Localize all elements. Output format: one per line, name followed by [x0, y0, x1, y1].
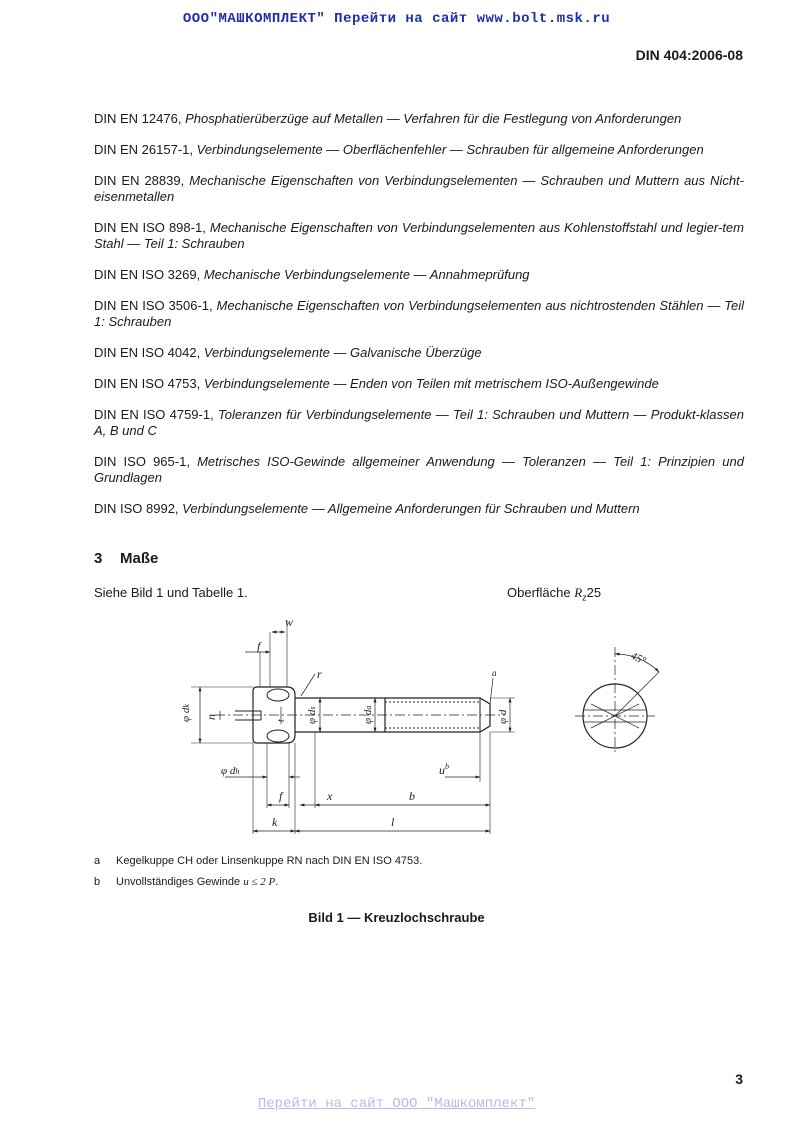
surface-label: Oberfläche — [507, 585, 571, 600]
reference-item — [94, 142, 744, 158]
footnote-text: Kegelkuppe CH oder Linsenkuppe RN nach DIN EN ISO 4753. — [116, 855, 423, 867]
footnote-formula: u ≤ 2 P — [243, 876, 276, 888]
top-banner-link[interactable]: ООО"МАШКОМПЛЕКТ" Перейти на сайт www.bolt.msk.ru — [182, 11, 611, 27]
reference-title: Toleranzen für Verbindungselemente — Teil 1: Schrauben und Muttern — Produkt-klassen A, B und C — [94, 407, 744, 438]
reference-title: Mechanische Eigenschaften von Verbindungselementen aus Kohlenstoffstahl und legier-tem Stahl — Teil 1: Schrauben — [94, 220, 744, 251]
reference-title: Mechanische Eigenschaften von Verbindungselementen — Schrauben und Muttern aus Nicht-eisenmetallen — [94, 173, 744, 204]
reference-item — [94, 345, 744, 361]
label-t: t — [276, 719, 287, 722]
label-f-top: f — [257, 639, 261, 653]
label-d: φ d — [497, 709, 509, 724]
reference-item — [94, 407, 744, 439]
footnote-b — [94, 876, 278, 888]
reference-code: DIN EN ISO 4753, — [94, 376, 201, 391]
reference-item — [94, 454, 744, 486]
reference-item — [94, 220, 744, 252]
footnote-text: Unvollständiges Gewinde — [116, 876, 244, 888]
reference-code: DIN EN ISO 3269, — [94, 267, 201, 282]
section-intro: Siehe Bild 1 und Tabelle 1. — [94, 585, 248, 600]
label-ds: φ ds — [306, 706, 318, 724]
page-number: 3 — [735, 1071, 743, 1087]
label-w: w — [285, 615, 294, 629]
reference-code: DIN EN 28839, — [94, 173, 185, 188]
reference-title: Verbindungselemente — Enden von Teilen mit metrischem ISO-Außengewinde — [203, 376, 659, 391]
reference-code: DIN ISO 965-1, — [94, 454, 190, 469]
footnote-mark: a — [94, 855, 101, 867]
reference-title: Verbindungselemente — Allgemeine Anforderungen für Schrauben und Muttern — [182, 501, 640, 516]
reference-title: Verbindungselemente — Oberflächenfehler — Schrauben für allgemeine Anforderungen — [196, 142, 704, 157]
reference-code: DIN EN ISO 4759-1, — [94, 407, 214, 422]
label-x: x — [327, 789, 333, 803]
surface-value: 25 — [586, 585, 602, 600]
cross-hole-bottom — [267, 730, 289, 742]
reference-item — [94, 501, 744, 517]
reference-code: DIN EN 12476, — [94, 111, 182, 126]
footnote-text-end: . — [275, 876, 279, 888]
surface-finish — [507, 585, 601, 603]
reference-item — [94, 111, 744, 127]
figure-caption: Bild 1 — Kreuzlochschraube — [308, 910, 485, 925]
cross-hole-top — [267, 689, 289, 701]
reference-title: Phosphatierüberzüge auf Metallen — Verfahren für die Festlegung von Anforderungen — [185, 111, 682, 126]
surface-subscript: z — [582, 592, 587, 603]
reference-item — [94, 173, 744, 205]
footer-link[interactable]: Перейти на сайт ООО "Машкомплект" — [257, 1096, 536, 1112]
reference-title: Metrisches ISO-Gewinde allgemeiner Anwendung — Toleranzen — Teil 1: Prinzipien und Grundlagen — [94, 454, 744, 485]
reference-title: Mechanische Verbindungselemente — Annahmeprüfung — [203, 267, 530, 282]
surface-symbol: R — [574, 585, 583, 600]
reference-code: DIN EN 26157-1, — [94, 142, 193, 157]
reference-code: DIN EN ISO 4042, — [94, 345, 201, 360]
reference-code: DIN EN ISO 3506-1, — [94, 298, 213, 313]
label-k: k — [272, 815, 278, 829]
label-a: a — [492, 668, 497, 678]
label-r: r — [317, 667, 322, 681]
reference-item — [94, 298, 744, 330]
label-dk: φ dk — [180, 704, 192, 722]
section-number: 3 — [94, 550, 103, 567]
label-angle: 45° — [628, 649, 648, 668]
label-u: $u^b$ — [439, 762, 449, 777]
footnote-a — [94, 855, 422, 867]
reference-title: Verbindungselemente — Galvanische Überzüge — [203, 345, 482, 360]
section-heading — [94, 550, 158, 567]
reference-title: Mechanische Eigenschaften von Verbindungselementen aus nichtrostenden Stählen — Teil 1: Schrauben — [94, 298, 744, 329]
reference-item — [94, 267, 744, 283]
reference-code: DIN EN ISO 898-1, — [94, 220, 206, 235]
label-b: b — [409, 789, 415, 803]
label-dh: φ dh — [221, 765, 240, 777]
normative-references — [94, 111, 744, 532]
label-f-bottom: f — [279, 789, 283, 803]
screw-drawing — [175, 612, 675, 844]
label-da: φ da — [362, 705, 374, 724]
document-id: DIN 404:2006-08 — [635, 47, 743, 63]
label-n: n — [204, 714, 218, 720]
reference-item — [94, 376, 744, 392]
reference-code: DIN ISO 8992, — [94, 501, 179, 516]
label-l: l — [391, 815, 395, 829]
footnote-mark: b — [94, 876, 101, 888]
section-title: Maße — [120, 550, 159, 567]
